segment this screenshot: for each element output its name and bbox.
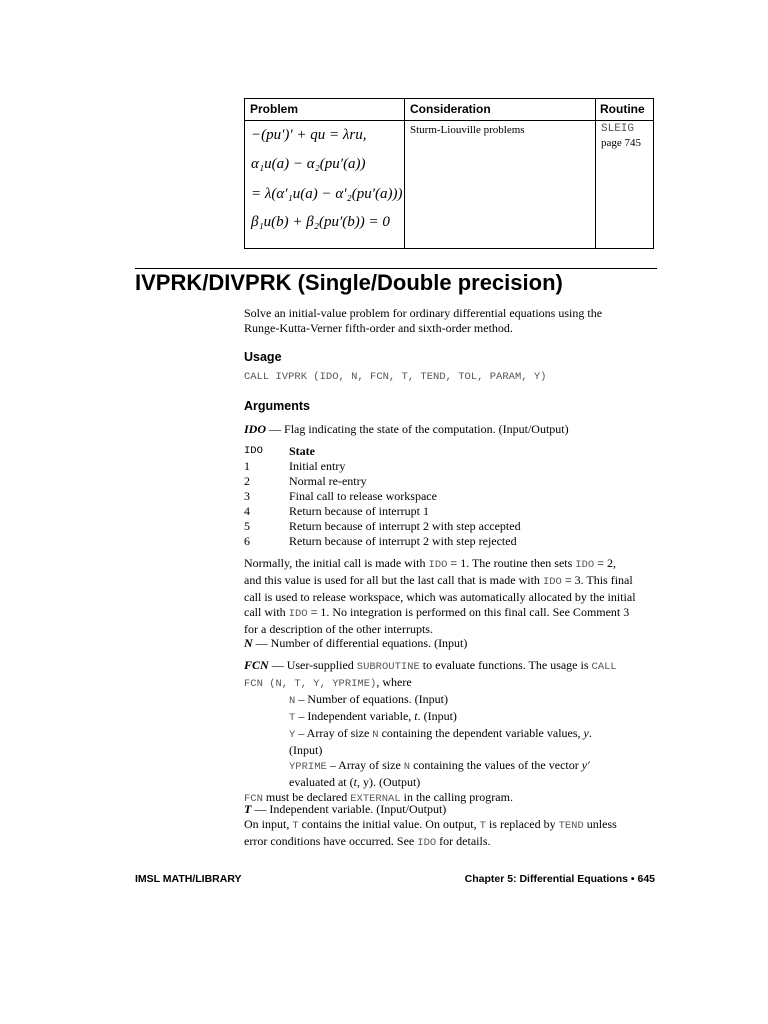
title-rule (135, 268, 657, 269)
routine-name: SLEIG (601, 123, 635, 135)
intro-line: Runge-Kutta-Verner fifth-order and sixth-order method. (244, 321, 513, 335)
arg-desc: — Flag indicating the state of the computation. (Input/Output) (266, 422, 569, 436)
ido-col-header: IDO (244, 445, 263, 457)
arg-desc: — Number of differential equations. (Input) (252, 636, 468, 650)
equation-line: β₁u(b) + β₂(pu′(b)) = 0 (251, 214, 390, 230)
state-col-header: State (289, 444, 315, 458)
table-divider (404, 99, 405, 248)
routine-table (244, 98, 654, 249)
arg-name: N (244, 636, 253, 650)
equation-line: −(pu′)′ + qu = λru, (251, 127, 367, 143)
ido-notes-paragraph: Normally, the initial call is made with IDO = 1. The routine then sets IDO = 2, and this value is used for all but the last call that is made with IDO = 3. This final call is used to release workspace, which was automatically allocated by the initial call with IDO = 1. No integration is performed on this final call. See Comment 3 for a description of the other interrupts. (244, 556, 636, 636)
page-title: IVPRK/DIVPRK (Single/Double precision) (135, 270, 563, 295)
intro-line: Solve an initial-value problem for ordinary differential equations using the (244, 306, 603, 320)
arg-t: T — Independent variable. (Input/Output) On input, T contains the initial value. On output, T is replaced by TEND unless error conditions have occurred. See IDO for details. (244, 802, 617, 849)
intro-paragraph (244, 306, 602, 336)
usage-heading: Usage (244, 350, 282, 364)
arg-n (244, 636, 467, 651)
consideration-cell: Sturm-Liouville problems (410, 124, 525, 136)
routine-page: page 745 (601, 137, 642, 149)
arguments-heading: Arguments (244, 399, 310, 413)
col-header-routine: Routine (600, 102, 645, 116)
usage-call: CALL IVPRK (IDO, N, FCN, T, TEND, TOL, PARAM, Y) (244, 371, 547, 383)
arg-fcn: FCN — User-supplied SUBROUTINE to evaluate functions. The usage is CALL FCN (N, T, Y, YPRIME), where N – Number of equations. (Input) T – Independent variable, t. (Input) Y – Array of size N containing the dependent variable values, y. (Input) YPRIME – Array of size N containing the values of the vector y′ evaluated at (t, y). (Output) FCN must be declared EXTERNAL in the calling program. (244, 658, 617, 805)
col-header-consideration: Consideration (410, 102, 491, 116)
equation-line: = λ(α′₁u(a) − α′₂(pu′(a))) (251, 186, 403, 202)
arg-name: IDO (244, 422, 267, 436)
arg-ido (244, 422, 569, 437)
table-divider (595, 99, 596, 248)
footer-right: Chapter 5: Differential Equations • 645 (464, 873, 655, 885)
table-header-rule (245, 120, 653, 121)
equation-line: α₁u(a) − α₂(pu′(a)) (251, 156, 366, 172)
footer-left: IMSL MATH/LIBRARY (135, 873, 242, 885)
col-header-problem: Problem (250, 102, 299, 116)
